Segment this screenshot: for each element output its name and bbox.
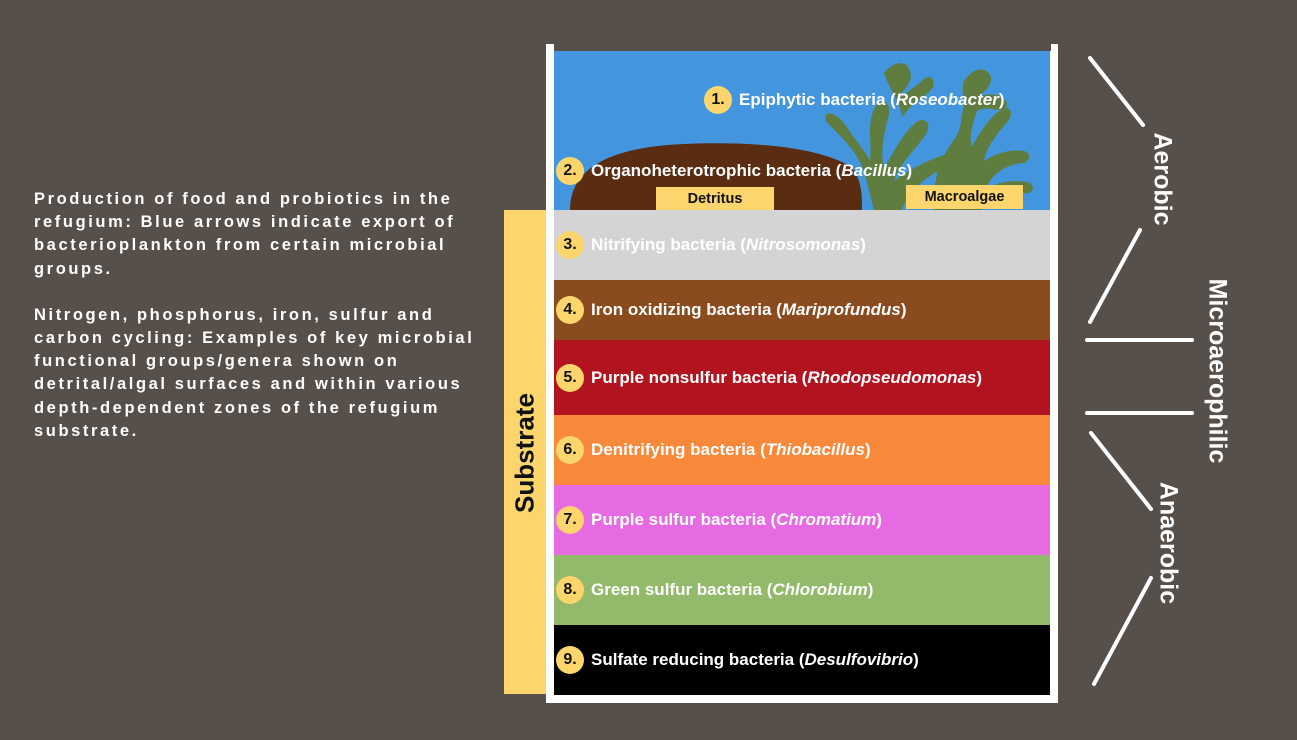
label-epiphytic-bacteria: Epiphytic bacteria (Roseobacter) xyxy=(739,90,1005,109)
zone-anaerobic: Anaerobic xyxy=(1154,481,1183,605)
zone-microaerophilic: Microaerophilic xyxy=(1203,278,1232,464)
description-paragraph-1: Production of food and probiotics in the refugium: Blue arrows indicate export of bacterioplankton from certain microbial groups. xyxy=(34,190,456,278)
number-badge-9: 9. xyxy=(556,646,584,674)
label-iron-oxidizing-bacteria: Iron oxidizing bacteria (Mariprofundus) xyxy=(591,300,907,319)
description-paragraph-2: Nitrogen, phosphorus, iron, sulfur and carbon cycling: Examples of key microbial functional groups/genera shown on detrital/algal surfaces and within various depth-dependent zones of the refugium substrate. xyxy=(34,305,475,440)
aerobic-top-line xyxy=(1090,58,1143,125)
label-purple-sulfur-bacteria: Purple sulfur bacteria (Chromatium) xyxy=(591,510,882,529)
zone-aerobic: Aerobic xyxy=(1148,132,1177,226)
macroalgae-tag: Macroalgae xyxy=(906,185,1023,209)
number-badge-5: 5. xyxy=(556,364,584,392)
number-badge-7: 7. xyxy=(556,506,584,534)
anaerobic-bottom-line xyxy=(1094,578,1151,684)
number-badge-1: 1. xyxy=(704,86,732,114)
label-sulfate-reducing-bacteria: Sulfate reducing bacteria (Desulfovibrio) xyxy=(591,650,919,669)
detritus-tag: Detritus xyxy=(656,187,774,210)
number-badge-2: 2. xyxy=(556,157,584,185)
label-denitrifying-bacteria: Denitrifying bacteria (Thiobacillus) xyxy=(591,440,871,459)
number-badge-8: 8. xyxy=(556,576,584,604)
anaerobic-top-line xyxy=(1091,433,1151,509)
aerobic-bottom-line xyxy=(1090,230,1140,322)
substrate-label: Substrate xyxy=(509,393,540,513)
label-green-sulfur-bacteria: Green sulfur bacteria (Chlorobium) xyxy=(591,580,874,599)
label-purple-nonsulfur-bacteria: Purple nonsulfur bacteria (Rhodopseudomonas) xyxy=(591,367,983,387)
number-badge-6: 6. xyxy=(556,436,584,464)
label-nitrifying-bacteria: Nitrifying bacteria (Nitrosomonas) xyxy=(591,235,866,254)
label-organoheterotrophic-bacteria: Organoheterotrophic bacteria (Bacillus) xyxy=(591,161,913,180)
number-badge-3: 3. xyxy=(556,231,584,259)
number-badge-4: 4. xyxy=(556,296,584,324)
